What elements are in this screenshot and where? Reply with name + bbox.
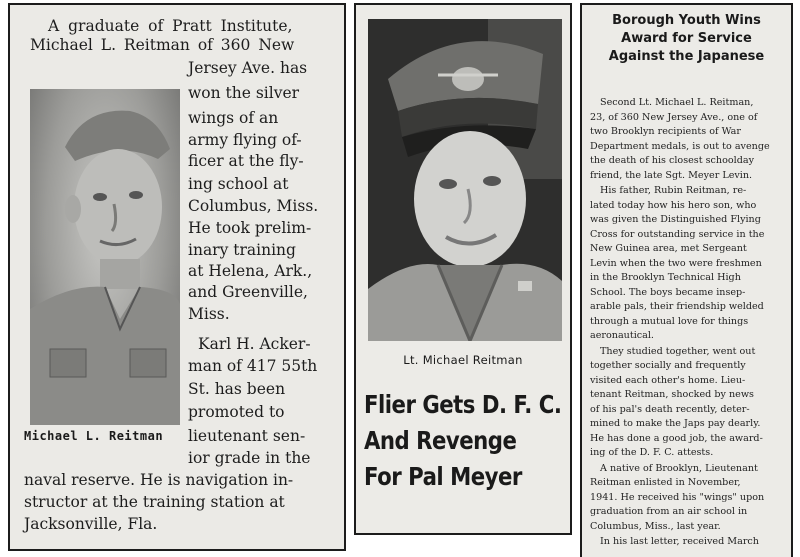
- article-line: ing of the D. F. C. attests.: [590, 447, 714, 458]
- article-line: Second Lt. Michael L. Reitman,: [600, 97, 754, 108]
- article-line: Columbus, Miss.: [188, 197, 319, 215]
- article-line: Jacksonville, Fla.: [24, 515, 158, 533]
- article-line: visited each other's home. Lieu-: [590, 374, 746, 386]
- article-line: A native of Brooklyn, Lieutenant: [600, 462, 758, 474]
- article-line: army flying of-: [188, 131, 302, 149]
- clipping-pratt-graduate: [8, 3, 346, 551]
- article-line: naval reserve. He is navigation in-: [24, 471, 294, 489]
- portrait-photo: [368, 19, 562, 341]
- article-line: man of 417 55th: [188, 357, 318, 375]
- article-line: two Brooklyn recipients of War: [590, 126, 741, 137]
- article-line: Levin when the two were freshmen: [590, 257, 762, 269]
- article-line: wings of an: [188, 109, 279, 127]
- article-line: in the Brooklyn Technical High: [590, 272, 741, 283]
- article-line: structor at the training station at: [24, 493, 285, 511]
- article-line: mined to make the Japs pay dearly.: [590, 418, 761, 429]
- headline-line: Award for Service: [621, 31, 752, 46]
- soldier-portrait-image: [30, 89, 180, 425]
- headline-line: Flier Gets D. F. C.: [364, 390, 562, 419]
- officer-portrait-image: [368, 19, 562, 341]
- article-line: inary training: [188, 241, 296, 259]
- article-line: friend, the late Sgt. Meyer Levin.: [590, 169, 753, 181]
- clipping-borough-youth-award: [580, 3, 793, 557]
- article-line: Karl H. Acker-: [198, 335, 311, 353]
- article-line: the death of his closest schoolday: [590, 155, 755, 166]
- article-line: He took prelim-: [188, 219, 312, 237]
- headline-line: For Pal Meyer: [364, 462, 522, 491]
- article-line: ficer at the fly-: [188, 152, 304, 170]
- article-line: Columbus, Miss., last year.: [590, 520, 721, 532]
- article-line: ior grade in the: [188, 449, 311, 467]
- article-line: arable pals, their friendship welded: [590, 301, 764, 312]
- article-line: In his last letter, received March: [600, 536, 759, 547]
- article-line: A graduate of Pratt Institute,: [48, 17, 293, 35]
- article-line: lieutenant sen-: [188, 427, 306, 445]
- clipping-flier-gets-dfc: [354, 3, 572, 535]
- article-line: was given the Distinguished Flying: [590, 214, 761, 225]
- headline-line: And Revenge: [364, 426, 517, 455]
- article-line: They studied together, went out: [600, 345, 756, 357]
- headline-line: Borough Youth Wins: [612, 13, 761, 28]
- article-line: ing school at: [188, 175, 289, 193]
- headline-line: Against the Japanese: [608, 49, 765, 64]
- article-line: He has done a good job, the award-: [590, 432, 763, 444]
- portrait-photo: [30, 89, 180, 425]
- article-line: 1941. He received his "wings" upon: [590, 491, 765, 503]
- article-line: Cross for outstanding service in the: [590, 228, 765, 240]
- article-line: School. The boys became insep-: [590, 286, 746, 298]
- article-line: lated today how his hero son, who: [590, 199, 757, 211]
- article-line: through a mutual love for things: [590, 315, 749, 327]
- photo-caption: Lt. Michael Reitman: [403, 353, 523, 367]
- article-line: aeronautical.: [590, 330, 654, 341]
- article-line: together socially and frequently: [590, 360, 746, 371]
- article-line: graduation from an air school in: [590, 506, 748, 517]
- article-line: Michael L. Reitman of 360 New: [30, 36, 295, 54]
- article-line: tenant Reitman, shocked by news: [590, 389, 754, 400]
- article-line: promoted to: [188, 403, 285, 421]
- article-line: of his pal's death recently, deter-: [590, 403, 750, 415]
- article-line: Department medals, is out to avenge: [590, 140, 770, 152]
- article-line: at Helena, Ark.,: [188, 262, 313, 280]
- article-line: Jersey Ave. has: [188, 59, 308, 77]
- photo-caption: Michael L. Reitman: [24, 429, 164, 443]
- article-line: Reitman enlisted in November,: [590, 477, 741, 488]
- article-line: 23, of 360 New Jersey Ave., one of: [590, 111, 758, 123]
- article-line: St. has been: [188, 380, 286, 398]
- article-line: and Greenville,: [188, 283, 308, 301]
- article-line: Miss.: [188, 305, 230, 323]
- article-line: New Guinea area, met Sergeant: [590, 243, 747, 254]
- article-line: won the silver: [188, 84, 300, 102]
- article-line: His father, Rubin Reitman, re-: [600, 185, 747, 196]
